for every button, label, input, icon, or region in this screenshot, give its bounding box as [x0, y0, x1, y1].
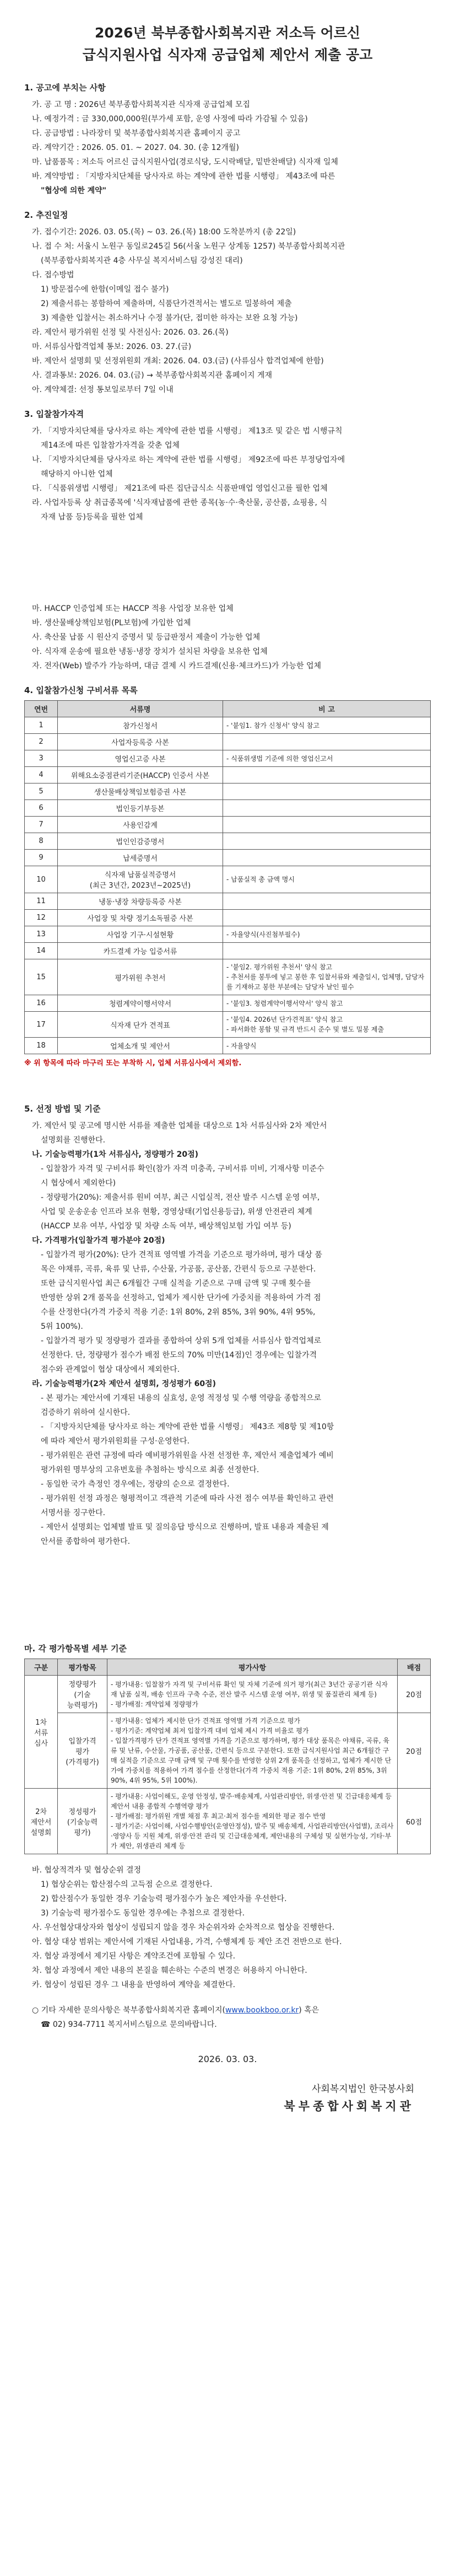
title-line-2: 급식지원사업 식자재 공급업체 제안서 제출 공고 — [82, 47, 373, 63]
section-3 — [24, 408, 431, 673]
doc-name: 사업자등록증 사본 — [58, 734, 223, 750]
doc-number: 15 — [25, 959, 58, 995]
eval-item: 정성평가 (기술능력 평가) — [58, 1789, 107, 1854]
table-row — [25, 850, 431, 866]
notice-title — [24, 22, 431, 66]
s2-item: 라. 제안서 평가위원 선정 및 사전심사: 2026. 03. 26.(목) — [32, 328, 229, 337]
doc-number: 1 — [25, 717, 58, 734]
s5-item: 설명회를 진행한다. — [41, 1136, 106, 1145]
s5-sub: - 제안서 설명회는 업체별 발표 및 질의응답 방식으로 진행하며, 발표 내용과 제출된 제 — [41, 1523, 329, 1532]
col-header: 연번 — [25, 701, 58, 717]
doc-number: 10 — [25, 866, 58, 893]
s1-item: 나. 예정가격 : 금 330,000,000원(부가세 포함, 운영 사정에 따라 가감될 수 있음) — [32, 115, 308, 124]
contact-line — [24, 2003, 431, 2017]
section-7 — [24, 1863, 431, 1992]
s5-sub: 선정한다. 단, 정량평가 점수가 배점 한도의 70% 미만(14점)인 경우에는 입찰가격 — [41, 1351, 317, 1360]
doc-name: 생산물배상책임보험증권 사본 — [58, 783, 223, 800]
doc-number: 4 — [25, 767, 58, 783]
s7-sub: 2) 합산점수가 동일한 경우 기술능력 평가점수가 높은 제안자를 우선한다. — [41, 1895, 287, 1903]
s5-sub: 시 협상에서 제외한다) — [41, 1179, 116, 1188]
s7-item: 바. 협상적격자 및 협상순위 결정 — [32, 1866, 142, 1875]
s2-sub: 2) 제출서류는 봉함하여 제출하며, 식품단가견적서는 별도로 밀봉하여 제출 — [41, 299, 292, 308]
doc-name: 카드결제 가능 입증서류 — [58, 943, 223, 959]
eval-desc: - 평가내용: 업체가 제시한 단가 견적표 영역별 가격 기준으로 평가 - 평가기준: 계약업체 최저 입찰가격 대비 업체 제시 가격 비율로 평가 - 입찰가격평가 단가 견적표 영역별 가격을 기준으로 평가하며, 평가 대상 품목은 야채류, 곡류, 육류 및 난류, 수산물, 가공품, 공산품, 간편식 등으로 구분한다. 또한 급식지원사업 최근 6개월간 구매 실적을 기준으로 구매 금액 및 구매 횟수를 반영한 상위 2개 품목을 선정하고, 업체가 제시한 단가에 가중치를 적용하여 가격 점수를 산정한다(가격 가중치 적용 기준: 1위 80%, 2위 85%, 3위 90%, 4위 95%, 5위 100%). — [107, 1713, 398, 1789]
section-1 — [24, 82, 431, 198]
doc-name: 참가신청서 — [58, 717, 223, 734]
table-row — [25, 1789, 431, 1854]
blank-gap — [24, 1070, 431, 1092]
s5-sub: 평가위원 명부상의 고유번호를 추첨하는 방식으로 최종 선정한다. — [41, 1466, 259, 1474]
doc-number: 8 — [25, 833, 58, 850]
s3-item: 나. 「지방자치단체를 당사자로 하는 계약에 관한 법률 시행령」 제92조에 따른 부정당업자에 — [32, 455, 345, 464]
documents-table — [24, 700, 431, 1054]
s5-sub: - 평가위원 선정 과정은 형평적이고 객관적 기준에 따라 사전 점수 여부를 확인하고 관련 — [41, 1494, 334, 1503]
s5-sub: 검증하기 위하여 실시한다. — [41, 1408, 131, 1417]
eval-score: 20점 — [398, 1713, 431, 1789]
table-row — [25, 1038, 431, 1054]
s5-subheading: 다. 가격평가(입찰가격 평가분야 20점) — [32, 1236, 165, 1245]
doc-remark: - 자율양식(사진첨부필수) — [223, 926, 431, 943]
section-5-heading: 5. 선정 방법 및 기준 — [24, 1104, 101, 1114]
doc-name: 청렴계약이행서약서 — [58, 995, 223, 1012]
eval-item: 정량평가 (기술 능력평가) — [58, 1676, 107, 1713]
s2-item: (북부종합사회복지관 4층 사무실 복지서비스팀 강성진 대리) — [41, 256, 243, 265]
s7-item: 차. 협상 과정에서 제안 내용의 본질을 훼손하는 수준의 변경은 허용하지 아니한다. — [32, 1966, 307, 1975]
doc-number: 16 — [25, 995, 58, 1012]
s2-item: 바. 제안서 설명회 및 선정위원회 개최: 2026. 04. 03.(금) (사류심사 합격업체에 한함) — [32, 357, 324, 366]
doc-remark — [223, 893, 431, 910]
signature-block — [24, 2054, 431, 2114]
doc-remark — [223, 734, 431, 750]
s5-sub: 에 따라 제안서 평가위원회를 구성·운영한다. — [41, 1437, 190, 1446]
table-row — [25, 783, 431, 800]
blank-gap — [24, 1549, 431, 1632]
s5-subheading: 나. 기술능력평가(1차 서류심사, 정량평가 20점) — [32, 1150, 199, 1159]
s5-sub: 서명서를 징구한다. — [41, 1509, 106, 1517]
eval-phase: 2차 제안서 설명회 — [25, 1789, 58, 1854]
s1-item: 마. 납품품목 : 저소득 어르신 급식지원사업(경로식당, 도시락배달, 밑반찬배달) 식자재 일체 — [32, 158, 338, 167]
doc-name: 법인인감증명서 — [58, 833, 223, 850]
section-4 — [24, 684, 431, 1070]
table-row — [25, 817, 431, 833]
s3-item: 아. 식자재 운송에 필요한 냉동·냉장 장치가 설치된 차량을 보유한 업체 — [32, 647, 268, 656]
s3-item: 바. 생산물배상책임보험(PL보험)에 가입한 업체 — [32, 619, 191, 627]
s3-item: 자. 전자(Web) 발주가 가능하며, 대금 결제 시 카드결제(신용·체크카드)가 가능한 업체 — [32, 662, 322, 670]
doc-number: 11 — [25, 893, 58, 910]
s7-item: 사. 우선협상대상자와 협상이 성립되지 않을 경우 차순위자와 순차적으로 협상을 진행한다. — [32, 1923, 335, 1932]
table-row — [25, 926, 431, 943]
doc-remark — [223, 833, 431, 850]
section-1-heading: 1. 공고에 부치는 사항 — [24, 83, 106, 93]
table-row — [25, 1012, 431, 1038]
section-6-heading: 마. 각 평가항목별 세부 기준 — [24, 1644, 127, 1654]
s7-sub: 1) 협상순위는 합산점수의 고득점 순으로 결정한다. — [41, 1880, 213, 1889]
s2-sub: 3) 제출한 입찰서는 취소하거나 수정 불가(단, 접미한 하자는 보완 요청 가능) — [41, 314, 298, 323]
s5-subheading: 라. 기술능력평가(2차 제안서 설명회, 정성평가 60점) — [32, 1380, 216, 1388]
s5-sub: - 본 평가는 제안서에 기재된 내용의 실효성, 운영 적정성 및 수행 역량을 종합적으로 — [41, 1394, 322, 1403]
s5-sub: (HACCP 보유 여부, 사업장 및 차량 소독 여부, 배상책임보험 가입 여부 등) — [41, 1222, 291, 1231]
s7-item: 자. 협상 과정에서 제기된 사항은 계약조건에 포함될 수 있다. — [32, 1952, 236, 1961]
s3-item: 라. 사업자등록 상 취급종목에 '식자재납품에 관한 종목(농·수·축산물, 공산품, 쇼핑용, 식 — [32, 498, 327, 507]
doc-name: 사업장 및 차량 정기소독필증 사본 — [58, 910, 223, 926]
evaluation-table — [24, 1659, 431, 1854]
doc-remark — [223, 767, 431, 783]
col-header: 평가사항 — [107, 1659, 398, 1676]
col-header: 배점 — [398, 1659, 431, 1676]
col-header: 서류명 — [58, 701, 223, 717]
s2-sub: 1) 방문접수에 한함(이메일 접수 불가) — [41, 285, 169, 294]
s3-item: 마. HACCP 인증업체 또는 HACCP 적용 사업장 보유한 업체 — [32, 604, 234, 613]
doc-remark — [223, 910, 431, 926]
s2-item: 사. 결과통보: 2026. 04. 03.(금) → 북부종합사회복지관 홈페이지 게재 — [32, 371, 273, 380]
s5-sub: - 입찰참가 자격 및 구비서류 확인(참가 자격 미충족, 구비서류 미비, 기재사항 미준수 — [41, 1164, 324, 1173]
doc-number: 2 — [25, 734, 58, 750]
s5-sub: 또한 급식지원사업 최근 6개월간 구매 실적을 기준으로 구매 금액 및 구매 횟수를 — [41, 1279, 311, 1288]
col-header: 비 고 — [223, 701, 431, 717]
s5-sub: - 평가위원은 관련 규정에 따라 예비평가위원을 사전 선정한 후, 제안서 제출업체가 예비 — [41, 1451, 334, 1460]
s2-item: 아. 계약체결: 선정 통보일로부터 7일 이내 — [32, 385, 174, 394]
homepage-link[interactable]: www.bookboo.or.kr — [225, 2006, 299, 2015]
s7-item: 아. 협상 대상 범위는 제안서에 기재된 사업내용, 가격, 수행체계 등 제안 조건 전반으로 한다. — [32, 1938, 342, 1946]
table-row — [25, 866, 431, 893]
doc-remark: - '붙임3. 청렴계약이행서약서' 양식 참고 — [223, 995, 431, 1012]
doc-number: 18 — [25, 1038, 58, 1054]
doc-name: 위해요소중점관리기준(HACCP) 인증서 사본 — [58, 767, 223, 783]
section-3-heading: 3. 입찰참가자격 — [24, 409, 84, 419]
contact-phone: ☎ 02) 934-7711 복지서비스팀으로 문의바랍니다. — [41, 2020, 217, 2029]
org-name: 북부종합사회복지관 — [284, 2100, 414, 2113]
eval-phase: 1차 서류 심사 — [25, 1676, 58, 1789]
doc-name: 평가위원 추천서 — [58, 959, 223, 995]
doc-number: 17 — [25, 1012, 58, 1038]
s1-item: 다. 공급방법 : 나라장터 및 북부종합사회복지관 홈페이지 공고 — [32, 129, 241, 138]
table-note: ※ 위 항목에 따라 마구리 또는 부착하 시, 업체 서류심사에서 제외함. — [24, 1059, 242, 1067]
section-6 — [24, 1643, 431, 1854]
contact-text: ○ 기타 자세한 문의사항은 북부종합사회복지관 홈페이지( — [32, 2006, 225, 2015]
section-5 — [24, 1103, 431, 1549]
s5-sub: 사업 및 운송운송 인프라 보유 현황, 경영상태(기업신용등급), 위생 안전관리 체계 — [41, 1208, 312, 1216]
table-row — [25, 995, 431, 1012]
doc-number: 13 — [25, 926, 58, 943]
s3-item: 다. 「식품위생법 시행령」 제21조에 따른 집단급식소 식품판매업 영업신고를 필한 업체 — [32, 484, 328, 493]
s1-item: "협상에 의한 계약" — [41, 186, 107, 195]
table-row — [25, 750, 431, 767]
s5-sub: - 정량평가(20%): 제출서류 원비 여부, 최근 시업실적, 전산 발주 시스템 운영 여부, — [41, 1193, 320, 1202]
s5-sub: 목은 야채류, 곡류, 육류 및 난류, 수산물, 가공품, 공산품, 간편식 등으로 구분한다. — [41, 1265, 316, 1274]
doc-name: 사용인감계 — [58, 817, 223, 833]
eval-desc: - 평가내용: 사업이해도, 운영 안정성, 발주·배송체계, 사업관리방안, 위생·안전 및 긴급대응체계 등 제안서 내용 종합적 수행역량 평가 - 평가배점: 평가위원 개별 채점 후 최고·최저 점수를 제외한 평균 점수 반영 - 평가기준: 사업이해, 사업수행방안(운영안정성), 발주 및 배송체계, 사업관리방안(사업별), 조리사·영양사 등 지원 체계, 위생·안전 관리 및 긴급대응체계, 제안내용의 구체성 및 실현가능성, 기타·부가 제안, 위생관리 체계 등 — [107, 1789, 398, 1854]
s2-item: 나. 접 수 처: 서울시 노원구 동일로245길 56(서울 노원구 상계동 1257) 북부종합사회복지관 — [32, 242, 345, 251]
table-row — [25, 800, 431, 817]
doc-remark — [223, 800, 431, 817]
doc-name: 사업장 기구·시설현황 — [58, 926, 223, 943]
doc-name: 식자재 납품실적증명서 (최근 3년간, 2023년~2025년) — [58, 866, 223, 893]
doc-number: 3 — [25, 750, 58, 767]
doc-name: 법인등기부등본 — [58, 800, 223, 817]
eval-desc: - 평가내용: 입찰참가 자격 및 구비서류 확인 및 자체 기준에 의거 평가(최근 3년간 공공기관 식자재 납품 실적, 배송 인프라 구축 수준, 전산 발주 시스템 운영 여부, 위생 및 품질관리 체계 등) - 평가배점: 계약업체 정량평가 — [107, 1676, 398, 1713]
table-row — [25, 734, 431, 750]
s5-sub: 수를 산정한다(가격 가중치 적용 기준: 1위 80%, 2위 85%, 3위 90%, 4위 95%, — [41, 1308, 316, 1317]
doc-remark: - '붙임1. 참가 신청서' 양식 참고 — [223, 717, 431, 734]
s5-sub: 안서를 종합하여 평가한다. — [41, 1537, 131, 1546]
s7-sub: 3) 기술능력 평가점수도 동일한 경우에는 추첨으로 결정한다. — [41, 1909, 245, 1918]
table-row — [25, 893, 431, 910]
table-row — [25, 959, 431, 995]
s3-item: 자재 납품 등)등록을 필한 업체 — [41, 513, 143, 522]
s5-sub: - 동일한 국가 측정인 경우에는, 정량의 순으로 결정한다. — [41, 1480, 230, 1489]
col-header: 구분 — [25, 1659, 58, 1676]
doc-remark: - 식품위생법 기준에 의한 영업신고서 — [223, 750, 431, 767]
table-row — [25, 1713, 431, 1789]
doc-number: 6 — [25, 800, 58, 817]
notice-date: 2026. 03. 03. — [198, 2054, 257, 2064]
eval-item: 입찰가격 평가 (가격평가) — [58, 1713, 107, 1789]
s1-item: 바. 계약방법 : 「지방자치단체를 당사자로 하는 계약에 관한 법률 시행령」 제43조에 따른 — [32, 172, 335, 181]
s5-item: 가. 제안서 및 공고에 명시한 서류를 제출한 업체를 대상으로 1차 서류심사와 2차 제안서 — [32, 1121, 327, 1130]
doc-remark: - '붙임4. 2026년 단가견적표' 양식 참고 - 파서화한 봉함 및 규격 반드시 준수 및 별도 밀봉 제출 — [223, 1012, 431, 1038]
s3-item: 사. 축산물 납품 시 원산지 증명서 및 등급판정서 제출이 가능한 업체 — [32, 633, 261, 642]
table-row — [25, 910, 431, 926]
contact-text: ) 혹은 — [299, 2006, 319, 2015]
s7-item: 카. 협상이 성립된 경우 그 내용을 반영하여 계약을 체결한다. — [32, 1981, 236, 1989]
doc-remark: - '붙임2. 평가위원 추천서' 양식 참고 - 추천서를 봉투에 넣고 봉한 후 입찰서류와 제출일시, 업체명, 담당자를 기재하고 봉한 부분에는 담당자 날인 필수 — [223, 959, 431, 995]
doc-name: 영업신고증 사본 — [58, 750, 223, 767]
doc-name: 업체소개 및 제안서 — [58, 1038, 223, 1054]
s2-item: 마. 서류심사합격업체 통보: 2026. 03. 27.(금) — [32, 342, 192, 351]
eval-score: 20점 — [398, 1676, 431, 1713]
s3-item: 해당하지 아니한 업체 — [41, 470, 113, 479]
table-row — [25, 717, 431, 734]
table-row — [25, 943, 431, 959]
table-row — [25, 833, 431, 850]
s1-item: 라. 계약기간 : 2026. 05. 01. ~ 2027. 04. 30. (총 12개월) — [32, 143, 239, 152]
doc-remark: - 납품실적 총 금액 명시 — [223, 866, 431, 893]
contact-block — [24, 2003, 431, 2032]
table-row — [25, 767, 431, 783]
doc-number: 5 — [25, 783, 58, 800]
s5-sub: 반영한 상위 2개 품목을 선정하고, 업체가 제시한 단가에 가중치를 적용하여 가격 점 — [41, 1294, 321, 1302]
s5-sub: - 「지방자치단체를 당사자로 하는 계약에 관한 법률 시행령」 제43조 제8항 및 제10항 — [41, 1423, 334, 1431]
s1-item: 가. 공 고 명 : 2026년 북부종합사회복지관 식자재 공급업체 모집 — [32, 100, 250, 109]
section-2-heading: 2. 추진일정 — [24, 210, 68, 220]
s2-item: 다. 접수방법 — [32, 271, 74, 280]
section-4-heading: 4. 입찰참가신청 구비서류 목록 — [24, 685, 138, 695]
s3-item: 가. 「지방자치단체를 당사자로 하는 계약에 관한 법률 시행령」 제13조 및 같은 법 시행규칙 — [32, 427, 343, 436]
section-2 — [24, 209, 431, 397]
doc-number: 14 — [25, 943, 58, 959]
doc-name: 납세증명서 — [58, 850, 223, 866]
doc-remark: - 자율양식 — [223, 1038, 431, 1054]
doc-remark — [223, 943, 431, 959]
doc-number: 9 — [25, 850, 58, 866]
table-row — [25, 1676, 431, 1713]
s5-sub: - 입찰가격 평가(20%): 단가 견적표 영역별 가격을 기준으로 평가하며, 평가 대상 품 — [41, 1251, 322, 1259]
s5-sub: 점수와 관계없이 협상 대상에서 제외한다. — [41, 1365, 180, 1374]
col-header: 평가항목 — [58, 1659, 107, 1676]
org-parent: 사회복지법인 한국봉사회 — [311, 2084, 414, 2095]
s3-item: 제14조에 따른 입찰참가자격을 갖춘 업체 — [41, 441, 180, 450]
s5-sub: 5위 100%). — [41, 1322, 83, 1331]
doc-number: 12 — [25, 910, 58, 926]
s2-item: 가. 접수기간: 2026. 03. 05.(목) ~ 03. 26.(목) 18:00 도착분까지 (총 22일) — [32, 228, 296, 237]
doc-name: 식자재 단가 견적표 — [58, 1012, 223, 1038]
s5-sub: - 입찰가격 평가 및 정량평가 결과를 종합하여 상위 5개 업체를 서류심사 합격업체로 — [41, 1337, 322, 1345]
doc-remark — [223, 850, 431, 866]
eval-score: 60점 — [398, 1789, 431, 1854]
doc-remark — [223, 817, 431, 833]
doc-remark — [223, 783, 431, 800]
title-line-1: 2026년 북부종합사회복지관 저소득 어르신 — [94, 25, 361, 41]
doc-number: 7 — [25, 817, 58, 833]
blank-gap — [24, 524, 431, 602]
doc-name: 냉동·냉장 차량등록증 사본 — [58, 893, 223, 910]
